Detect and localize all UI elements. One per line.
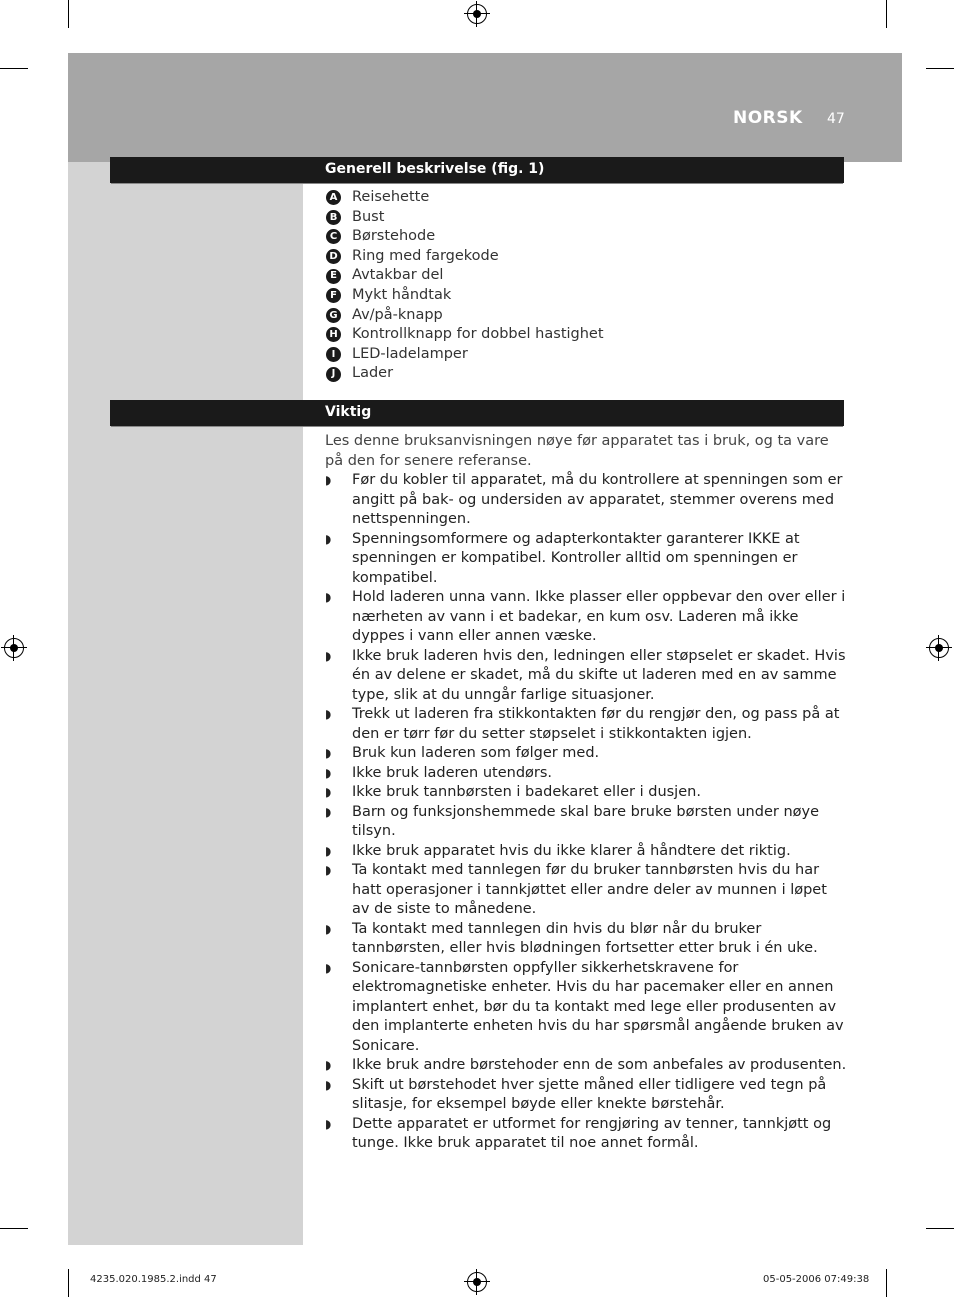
part-item — [326, 266, 604, 286]
crop-mark — [886, 0, 887, 28]
list-item — [325, 1076, 847, 1115]
bullet-text: Bruk kun laderen som følger med. — [352, 745, 600, 761]
crop-mark — [926, 1228, 954, 1229]
bullet-marker-icon: ◗ — [325, 785, 332, 799]
part-label: LED-ladelamper — [352, 345, 468, 362]
bullet-marker-icon: ◗ — [325, 648, 332, 663]
registration-target-icon — [4, 638, 24, 658]
part-label: Av/på-knapp — [352, 306, 443, 323]
bullet-marker-icon: ◗ — [325, 1116, 332, 1131]
part-item — [326, 247, 604, 267]
part-label: Børstehode — [352, 228, 436, 245]
bullet-marker-icon: ◗ — [325, 707, 332, 721]
bullet-text: Ikke bruk apparatet hvis du ikke klarer å håndtere det riktig. — [352, 842, 791, 859]
language-label: NORSK — [733, 108, 803, 128]
list-item — [325, 783, 847, 803]
section-heading-bar — [110, 400, 844, 426]
part-item — [326, 306, 604, 326]
bullet-text: Hold laderen unna vann. Ikke plasser eller oppbevar den over eller i nærheten av vann i et badekar, en kum osv. Laderen må ikke dyppes i vann eller annen væske. — [352, 589, 846, 644]
bullet-marker-icon: ◗ — [325, 590, 332, 604]
list-item — [325, 1115, 847, 1154]
list-item — [325, 803, 847, 842]
registration-target-icon — [467, 1272, 487, 1292]
bullet-text: Barn og funksjonshemmede skal bare bruke børsten under nøye tilsyn. — [352, 803, 820, 839]
bullet-marker-icon: ◗ — [325, 863, 332, 877]
crop-mark — [68, 0, 69, 28]
bullet-marker-icon: ◗ — [325, 921, 332, 936]
bullet-text: Ikke bruk tannbørsten i badekaret eller i dusjen. — [352, 784, 701, 800]
list-item — [325, 744, 847, 764]
intro-paragraph: Les denne bruksanvisningen nøye før apparatet tas i bruk, og ta vare på den for senere referanse. — [325, 433, 829, 469]
bullet-text: Ikke bruk laderen utendørs. — [352, 764, 553, 781]
registration-target-icon — [929, 638, 949, 658]
part-letter-badge: F — [326, 288, 341, 303]
part-label: Reisehette — [352, 189, 430, 205]
list-item — [325, 705, 847, 744]
crop-mark — [0, 68, 28, 69]
part-label: Bust — [352, 208, 385, 225]
bullet-marker-icon: ◗ — [325, 1077, 332, 1092]
part-label: Kontrollknapp for dobbel hastighet — [352, 326, 604, 343]
part-item — [326, 345, 604, 365]
bullet-text: Ta kontakt med tannlegen før du bruker tannbørsten hvis du har hatt operasjoner i tannkjøttet eller andre deler av munnen i løpet av de siste to månedene. — [352, 862, 827, 917]
bullet-marker-icon: ◗ — [325, 804, 332, 819]
list-item — [325, 959, 847, 1057]
list-item — [325, 647, 847, 706]
part-label: Lader — [352, 365, 394, 382]
list-item — [325, 842, 847, 862]
part-letter-badge: G — [326, 308, 341, 323]
bullet-text: Skift ut børstehodet hver sjette måned eller tidligere ved tegn på slitasje, for eksempel bøyde eller knekte børstehår. — [352, 1076, 827, 1112]
parts-list — [326, 188, 604, 384]
bullet-marker-icon: ◗ — [325, 960, 332, 975]
bullet-marker-icon: ◗ — [325, 1058, 332, 1072]
bullet-text: Spenningsomformere og adapterkontakter garanterer IKKE at spenningen er kompatibel. Kontroller alltid om spenningen er kompatibel. — [352, 530, 800, 586]
list-item — [325, 530, 847, 589]
list-item — [325, 588, 847, 647]
list-item — [325, 764, 847, 784]
footer-file-info: 4235.020.1985.2.indd 47 — [90, 1274, 217, 1285]
part-label: Mykt håndtak — [352, 286, 452, 303]
part-label: Ring med fargekode — [352, 247, 499, 264]
sidebar-panel — [68, 162, 303, 1245]
part-item — [326, 325, 604, 345]
bullet-text: Før du kobler til apparatet, må du kontrollere at spenningen som er angitt på bak- og undersiden av apparatet, stemmer overens med nettspenningen. — [352, 472, 843, 527]
part-letter-badge: A — [326, 190, 341, 205]
list-item — [325, 471, 847, 530]
list-item — [325, 1056, 847, 1076]
bullet-marker-icon: ◗ — [325, 746, 332, 760]
part-item — [326, 364, 604, 384]
part-letter-badge: B — [326, 210, 341, 225]
bullet-marker-icon: ◗ — [325, 531, 332, 546]
footer-timestamp: 05-05-2006 07:49:38 — [763, 1274, 870, 1285]
crop-mark — [68, 1269, 69, 1297]
list-item — [325, 920, 847, 959]
bullet-marker-icon: ◗ — [325, 765, 332, 780]
crop-mark — [926, 68, 954, 69]
part-label: Avtakbar del — [352, 267, 444, 284]
section-title-important: Viktig — [325, 404, 372, 420]
list-item — [325, 861, 847, 920]
part-letter-badge: H — [326, 327, 341, 342]
bullet-text: Ikke bruk andre børstehoder enn de som anbefales av produsenten. — [352, 1057, 847, 1073]
part-letter-badge: J — [326, 367, 341, 382]
bullet-marker-icon: ◗ — [325, 473, 332, 487]
part-item — [326, 286, 604, 306]
part-item — [326, 208, 604, 228]
bullet-text: Dette apparatet er utformet for rengjøring av tenner, tannkjøtt og tunge. Ikke bruk apparatet til noe annet formål. — [352, 1115, 832, 1151]
page-number: 47 — [827, 111, 845, 127]
part-item — [326, 188, 604, 208]
section-title-general-description: Generell beskrivelse (fig. 1) — [325, 161, 545, 177]
crop-mark — [886, 1269, 887, 1297]
bullet-text: Sonicare-tannbørsten oppfyller sikkerhetskravene for elektromagnetiske enheter. Hvis du har pacemaker eller en annen implantert enhet, bør du ta kontakt med lege eller produsenten av den implanterte enheten hvis du har spørsmål angående bruken av Sonicare. — [352, 959, 844, 1054]
section-heading-bar — [110, 157, 844, 183]
registration-target-icon — [467, 4, 487, 24]
part-letter-badge: I — [326, 347, 341, 362]
bullet-text: Trekk ut laderen fra stikkontakten før du rengjør den, og pass på at den er tørr før du setter støpselet i stikkontakten igjen. — [352, 706, 840, 742]
part-letter-badge: D — [326, 249, 341, 264]
part-item — [326, 227, 604, 247]
part-letter-badge: E — [326, 269, 341, 284]
part-letter-badge: C — [326, 229, 341, 244]
bullet-marker-icon: ◗ — [325, 843, 332, 858]
crop-mark — [0, 1228, 28, 1229]
bullet-text: Ta kontakt med tannlegen din hvis du blør når du bruker tannbørsten, eller hvis blødningen fortsetter etter bruk i én uke. — [352, 920, 818, 956]
bullet-text: Ikke bruk laderen hvis den, ledningen eller støpselet er skadet. Hvis én av delene er skadet, må du skifte ut laderen med en av samme type, slik at du unngår farlige situasjoner. — [352, 647, 846, 703]
safety-bullet-list — [325, 471, 847, 1154]
